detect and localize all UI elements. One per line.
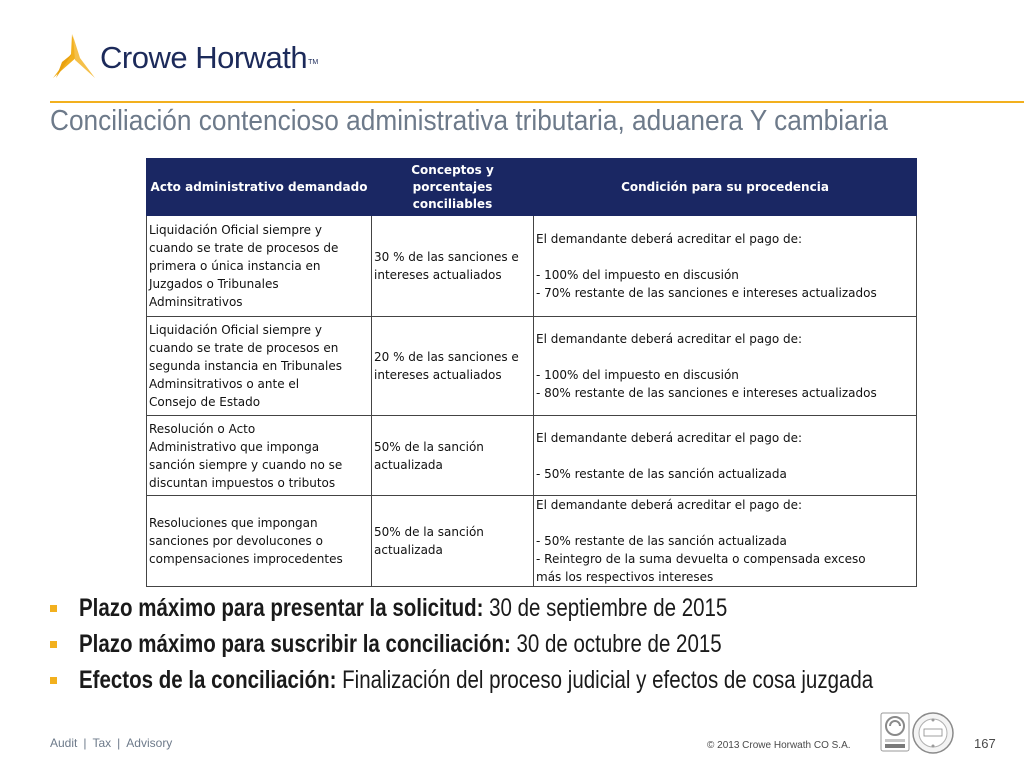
brand-trademark: TM [308,59,319,66]
header-condicion: Condición para su procedencia [534,159,917,216]
header-conceptos: Conceptos y porcentajes conciliables [372,159,534,216]
table-header-row [147,159,917,216]
iso-certification-seal-icon [880,712,910,757]
table-cell-conceptos: 50% de la sanción actualizada [372,416,534,496]
crowe-horwath-logo-icon [50,34,96,78]
table-cell-condicion: El demandante deberá acreditar el pago de: - 100% del impuesto en discusión - 70% restante de las sanciones e intereses actualizados [534,216,917,317]
footer-audit: Audit [50,736,78,750]
footer-separator: | [117,736,121,750]
table-cell-acto: Liquidación Oficial siempre y cuando se trate de procesos en segunda instancia en Tribunales Adminsitrativos o ante el Consejo de Estado [147,317,372,416]
conciliation-table [146,158,917,587]
table-cell-acto: Resolución o Acto Administrativo que imponga sanción siempre y cuando no se discuntan impuestos o tributos [147,416,372,496]
page-title: Conciliación contencioso administrativa tributaria, aduanera Y cambiaria [50,105,888,137]
bullet-list [50,590,1024,698]
bullet-label: Plazo máximo para suscribir la conciliación: [79,629,511,658]
table-cell-acto: Resoluciones que impongan sanciones por devolucones o compensaciones improcedentes [147,496,372,587]
bullet-label: Plazo máximo para presentar la solicitud: [79,593,484,622]
table-row [147,416,917,496]
footer-services [50,736,172,750]
footer-copyright: © 2013 Crowe Horwath CO S.A. [707,740,851,751]
footer-separator: | [83,736,87,750]
brand-logo [50,32,318,80]
footer-advisory: Advisory [126,736,173,750]
bullet-square-icon [50,641,57,648]
bullet-text: 30 de octubre de 2015 [510,629,722,658]
table-cell-conceptos: 30 % de las sanciones e intereses actualiados [372,216,534,317]
bullet-text: 30 de septiembre de 2015 [483,593,728,622]
footer-tax: Tax [92,736,112,750]
bullet-square-icon [50,677,57,684]
brand-name: Crowe Horwath [100,40,308,75]
page-number: 167 [974,736,996,751]
table-cell-acto: Liquidación Oficial siempre y cuando se trate de procesos de primera o única instancia en Juzgados o Tribunales Adminsitrativos [147,216,372,317]
table-cell-condicion: El demandante deberá acreditar el pago de: - 50% restante de las sanción actualizada [534,416,917,496]
bullet-item [50,626,1024,662]
bullet-text: Finalización del proceso judicial y efectos de cosa juzgada [336,665,874,694]
table-cell-conceptos: 20 % de las sanciones e intereses actualiados [372,317,534,416]
table-row [147,496,917,587]
bullet-item [50,590,1024,626]
table-cell-condicion: El demandante deberá acreditar el pago de: - 100% del impuesto en discusión - 80% restante de las sanciones e intereses actualizados [534,317,917,416]
table-row [147,317,917,416]
table-cell-condicion: El demandante deberá acreditar el pago de: - 50% restante de las sanción actualizada - Reintegro de la suma devuelta o compensada exceso más los respectivos intereses [534,496,917,587]
bullet-label: Efectos de la conciliación: [79,665,337,694]
bullet-item [50,662,1024,698]
bullet-square-icon [50,605,57,612]
iqnet-certification-seal-icon [912,712,954,759]
table-cell-conceptos: 50% de la sanción actualizada [372,496,534,587]
table-row [147,216,917,317]
header-acto: Acto administrativo demandado [147,159,372,216]
title-rule [50,101,1024,103]
